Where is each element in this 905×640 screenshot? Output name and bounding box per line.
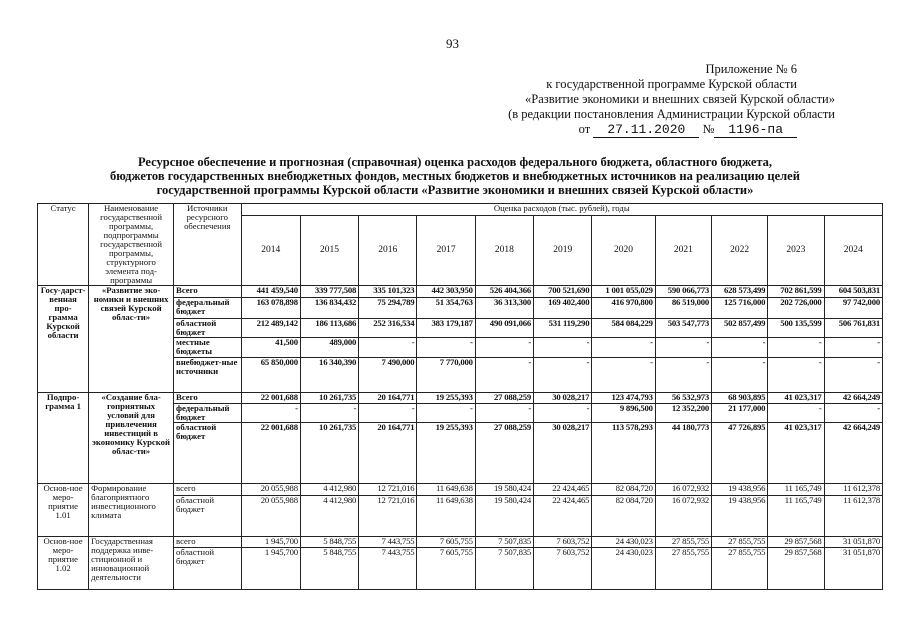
value-cell: 22 001,688	[241, 393, 300, 404]
decree-date: 27.11.2020	[593, 122, 699, 138]
value-cell: 4 412,980	[300, 496, 358, 537]
value-cell: 42 664,249	[824, 393, 882, 404]
title-line-3: государственной программы Курской области «Развитие экономики и внешних связей Курской области»	[156, 183, 754, 197]
value-cell: 339 777,508	[300, 286, 358, 298]
value-cell: 163 078,898	[241, 298, 300, 319]
value-cell: -	[475, 358, 533, 393]
value-cell: -	[824, 338, 882, 358]
source-cell: областной бюджет	[174, 548, 242, 590]
header-status: Статус	[38, 204, 89, 286]
table-row	[38, 286, 883, 298]
value-cell: 12 721,016	[359, 484, 417, 496]
value-cell: 19 255,393	[417, 393, 475, 404]
value-cell: 20 164,771	[359, 423, 417, 484]
name-cell: «Создание бла-гоприятных условий для привлечения инвестиций в экономику Курской облас-ти»	[89, 393, 174, 484]
value-cell: 24 430,023	[592, 537, 655, 548]
value-cell: -	[534, 358, 592, 393]
value-cell: 41 023,317	[768, 393, 824, 404]
number-label: №	[702, 122, 715, 136]
value-cell: 7 605,755	[417, 548, 475, 590]
from-label: от	[578, 122, 591, 136]
year-header: 2017	[417, 216, 475, 286]
appendix-program-name: «Развитие экономики и внешних связей Курской области»	[525, 92, 835, 106]
page-number: 93	[446, 36, 459, 51]
year-header: 2015	[300, 216, 358, 286]
status-cell: Основ-ное меро-приятие 1.01	[38, 484, 89, 537]
value-cell: 506 761,831	[824, 319, 882, 338]
table-row	[38, 537, 883, 548]
table-row	[38, 393, 883, 404]
value-cell: 502 857,499	[712, 319, 768, 338]
value-cell: 47 726,895	[712, 423, 768, 484]
table-row	[38, 484, 883, 496]
year-header: 2016	[359, 216, 417, 286]
value-cell: 212 489,142	[241, 319, 300, 338]
value-cell: 416 970,800	[592, 298, 655, 319]
value-cell: -	[592, 358, 655, 393]
value-cell: 82 084,720	[592, 484, 655, 496]
value-cell: 27 855,755	[655, 548, 711, 590]
value-cell: 5 848,755	[300, 537, 358, 548]
value-cell: 7 507,835	[475, 548, 533, 590]
value-cell: 27 855,755	[712, 537, 768, 548]
appendix-number: Приложение № 6	[705, 62, 797, 76]
value-cell: 20 055,988	[241, 496, 300, 537]
value-cell: 442 303,950	[417, 286, 475, 298]
year-header: 2021	[655, 216, 711, 286]
value-cell: -	[712, 338, 768, 358]
value-cell: 7 603,752	[534, 548, 592, 590]
value-cell: 628 573,499	[712, 286, 768, 298]
value-cell: 65 850,000	[241, 358, 300, 393]
title-line-1: Ресурсное обеспечение и прогнозная (справочная) оценка расходов федерального бюджета, областного бюджета,	[137, 155, 773, 169]
header-source: Источники ресурсного обеспечения	[174, 204, 242, 286]
source-cell: областной бюджет	[174, 319, 242, 338]
value-cell: 27 855,755	[655, 537, 711, 548]
value-cell: 531 119,290	[534, 319, 592, 338]
value-cell: 123 474,793	[592, 393, 655, 404]
value-cell: 7 490,000	[359, 358, 417, 393]
source-cell: областной бюджет	[174, 423, 242, 484]
value-cell: -	[655, 358, 711, 393]
value-cell: 24 430,023	[592, 548, 655, 590]
value-cell: 7 443,755	[359, 537, 417, 548]
year-header: 2024	[824, 216, 882, 286]
value-cell: 75 294,789	[359, 298, 417, 319]
value-cell: 10 261,735	[300, 423, 358, 484]
value-cell: 41 023,317	[768, 423, 824, 484]
value-cell: 19 580,424	[475, 496, 533, 537]
value-cell: 10 261,735	[300, 393, 358, 404]
value-cell: 68 903,895	[712, 393, 768, 404]
value-cell: 4 412,980	[300, 484, 358, 496]
year-header: 2018	[475, 216, 533, 286]
title-line-2: бюджетов государственных внебюджетных фондов, местных бюджетов и внебюджетных источников на реализацию целей	[110, 169, 800, 183]
value-cell: 1 945,700	[241, 548, 300, 590]
decree-number: 1196-па	[714, 122, 797, 138]
value-cell: 490 091,066	[475, 319, 533, 338]
resource-table	[37, 203, 883, 590]
value-cell: -	[534, 338, 592, 358]
value-cell: 27 088,259	[475, 393, 533, 404]
value-cell: 503 547,773	[655, 319, 711, 338]
source-cell: федеральный бюджет	[174, 298, 242, 319]
value-cell: 30 028,217	[534, 423, 592, 484]
value-cell: 22 424,465	[534, 496, 592, 537]
name-cell: Формирование благоприятного инвестиционного климата	[89, 484, 174, 537]
value-cell: 21 177,000	[712, 404, 768, 423]
value-cell: 19 255,393	[417, 423, 475, 484]
year-header: 2020	[592, 216, 655, 286]
value-cell: 383 179,187	[417, 319, 475, 338]
value-cell: 16 340,390	[300, 358, 358, 393]
value-cell: 27 855,755	[712, 548, 768, 590]
appendix-program: к государственной программе Курской области	[546, 77, 797, 91]
value-cell: -	[768, 404, 824, 423]
value-cell: 9 896,500	[592, 404, 655, 423]
value-cell: 31 051,870	[824, 548, 882, 590]
value-cell: 441 459,540	[241, 286, 300, 298]
value-cell: 335 101,323	[359, 286, 417, 298]
value-cell: 29 857,568	[768, 548, 824, 590]
value-cell: 5 848,755	[300, 548, 358, 590]
value-cell: 29 857,568	[768, 537, 824, 548]
value-cell: 584 084,229	[592, 319, 655, 338]
value-cell: 42 664,249	[824, 423, 882, 484]
value-cell: 11 612,378	[824, 496, 882, 537]
value-cell: 169 402,400	[534, 298, 592, 319]
appendix-edition: (в редакции постановления Администрации Курской области	[508, 107, 835, 121]
value-cell: 97 742,000	[824, 298, 882, 319]
source-cell: федеральный бюджет	[174, 404, 242, 423]
value-cell: 186 113,686	[300, 319, 358, 338]
value-cell: 7 443,755	[359, 548, 417, 590]
value-cell: -	[768, 338, 824, 358]
value-cell: 11 165,749	[768, 484, 824, 496]
value-cell: -	[768, 358, 824, 393]
value-cell: 41,500	[241, 338, 300, 358]
value-cell: -	[712, 358, 768, 393]
value-cell: -	[534, 404, 592, 423]
header-estimate: Оценка расходов (тыс. рублей), годы	[241, 204, 882, 216]
year-header: 2019	[534, 216, 592, 286]
value-cell: 590 066,773	[655, 286, 711, 298]
value-cell: -	[417, 404, 475, 423]
value-cell: 136 834,432	[300, 298, 358, 319]
source-cell: внебюджет-ные источники	[174, 358, 242, 393]
source-cell: Всего	[174, 393, 242, 404]
value-cell: 22 001,688	[241, 423, 300, 484]
source-cell: всего	[174, 537, 242, 548]
value-cell: 11 649,638	[417, 484, 475, 496]
year-header: 2022	[712, 216, 768, 286]
appendix-date-line	[508, 122, 835, 137]
value-cell: 19 580,424	[475, 484, 533, 496]
value-cell: -	[475, 338, 533, 358]
value-cell: 1 945,700	[241, 537, 300, 548]
value-cell: -	[824, 358, 882, 393]
value-cell: -	[359, 338, 417, 358]
value-cell: 56 532,973	[655, 393, 711, 404]
value-cell: 125 716,000	[712, 298, 768, 319]
value-cell: 7 605,755	[417, 537, 475, 548]
value-cell: 500 135,599	[768, 319, 824, 338]
value-cell: 22 424,465	[534, 484, 592, 496]
value-cell: -	[300, 404, 358, 423]
source-cell: всего	[174, 484, 242, 496]
value-cell: 700 521,690	[534, 286, 592, 298]
value-cell: -	[475, 404, 533, 423]
value-cell: 7 770,000	[417, 358, 475, 393]
name-cell: «Развитие эко-номики и внешних связей Курской облас-ти»	[89, 286, 174, 393]
name-cell: Государственная поддержка инве-стиционной и инновационной деятельности	[89, 537, 174, 590]
value-cell: 51 354,763	[417, 298, 475, 319]
value-cell: 12 721,016	[359, 496, 417, 537]
status-cell: Госу-дарст-венная про-грамма Курской области	[38, 286, 89, 393]
value-cell: 526 404,366	[475, 286, 533, 298]
header-name: Наименование государственной программы, подпрограммы государственной программы, структурного элемента под-программы	[89, 204, 174, 286]
value-cell: 20 164,771	[359, 393, 417, 404]
value-cell: -	[824, 404, 882, 423]
value-cell: 19 438,956	[712, 496, 768, 537]
value-cell: -	[417, 338, 475, 358]
value-cell: -	[241, 404, 300, 423]
value-cell: 44 180,773	[655, 423, 711, 484]
appendix-header	[508, 62, 835, 137]
value-cell: 11 649,638	[417, 496, 475, 537]
value-cell: 36 313,300	[475, 298, 533, 319]
status-cell: Основ-ное меро-приятие 1.02	[38, 537, 89, 590]
value-cell: 86 519,000	[655, 298, 711, 319]
value-cell: 489,000	[300, 338, 358, 358]
value-cell: 11 612,378	[824, 484, 882, 496]
year-header: 2023	[768, 216, 824, 286]
value-cell: 30 028,217	[534, 393, 592, 404]
value-cell: 252 316,534	[359, 319, 417, 338]
value-cell: 16 072,932	[655, 496, 711, 537]
value-cell: -	[359, 404, 417, 423]
value-cell: 82 084,720	[592, 496, 655, 537]
value-cell: 7 507,835	[475, 537, 533, 548]
source-cell: Всего	[174, 286, 242, 298]
value-cell: 31 051,870	[824, 537, 882, 548]
value-cell: 1 001 055,029	[592, 286, 655, 298]
source-cell: областной бюджет	[174, 496, 242, 537]
value-cell: 16 072,932	[655, 484, 711, 496]
value-cell: 113 578,293	[592, 423, 655, 484]
value-cell: 20 055,988	[241, 484, 300, 496]
value-cell: 27 088,259	[475, 423, 533, 484]
value-cell: 11 165,749	[768, 496, 824, 537]
value-cell: 702 861,599	[768, 286, 824, 298]
value-cell: -	[592, 338, 655, 358]
year-header: 2014	[241, 216, 300, 286]
document-title	[60, 155, 850, 197]
status-cell: Подпро-грамма 1	[38, 393, 89, 484]
value-cell: 202 726,000	[768, 298, 824, 319]
source-cell: местные бюджеты	[174, 338, 242, 358]
value-cell: 604 503,831	[824, 286, 882, 298]
value-cell: -	[655, 338, 711, 358]
value-cell: 12 352,200	[655, 404, 711, 423]
value-cell: 19 438,956	[712, 484, 768, 496]
value-cell: 7 603,752	[534, 537, 592, 548]
